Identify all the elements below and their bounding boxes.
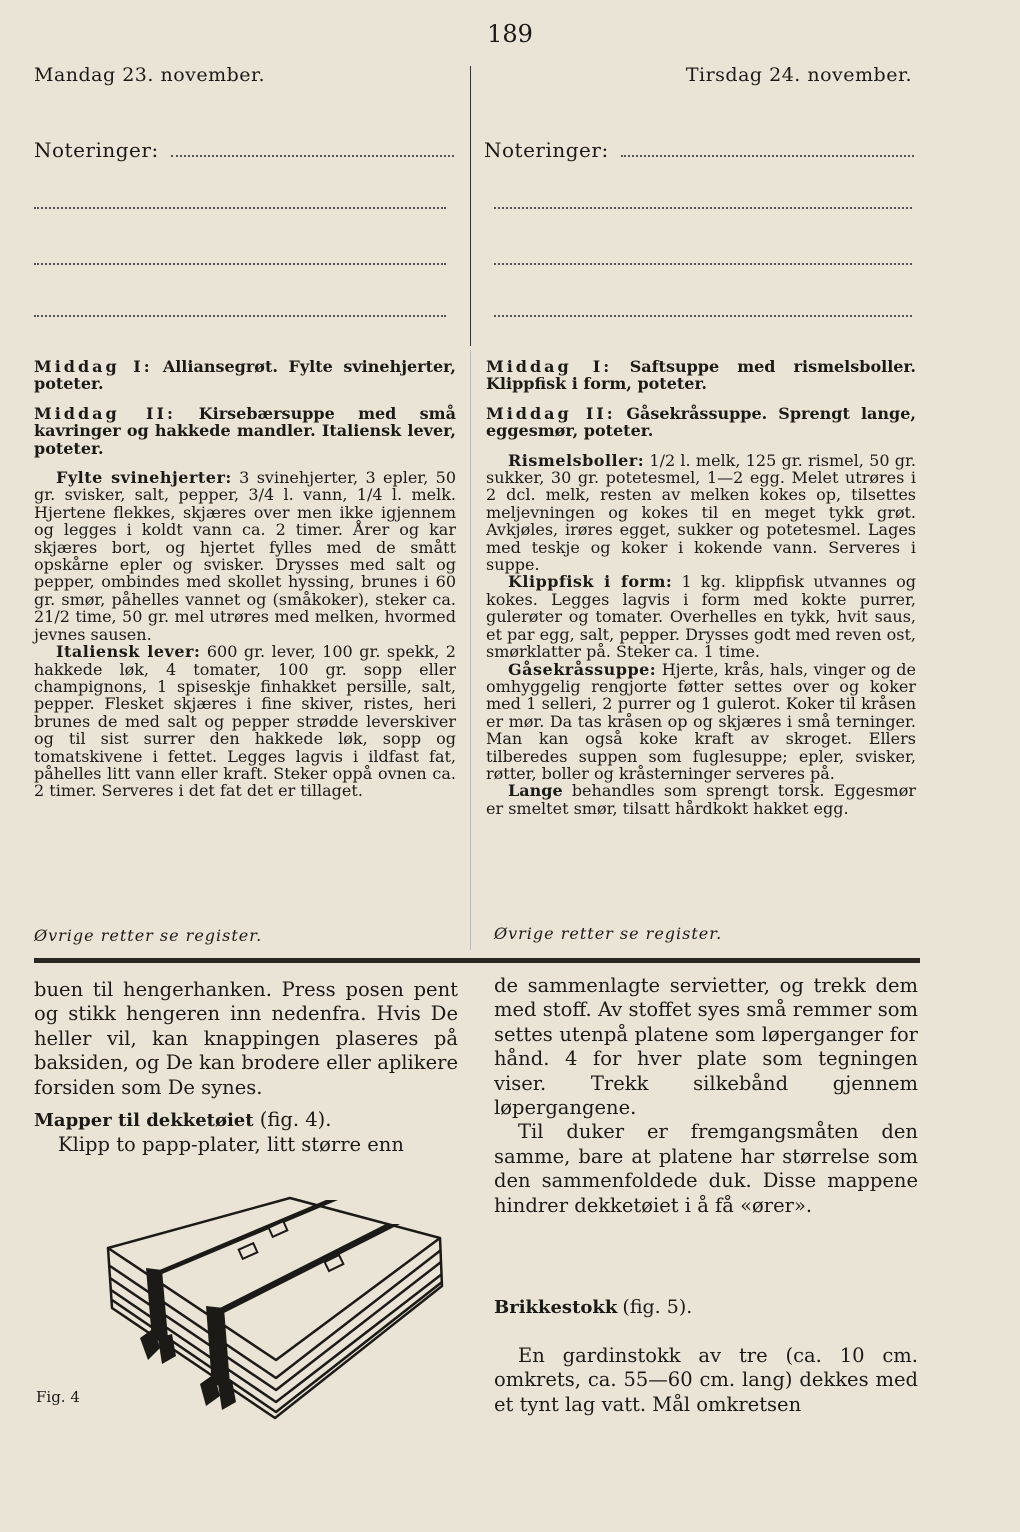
column-divider — [470, 66, 471, 346]
lower-right-text — [494, 974, 918, 1218]
figure-4-illustration — [90, 1188, 470, 1428]
left-recipe-1: Fylte svinehjerter: 3 svinehjerter, 3 epler, 50 gr. svisker, salt, pepper, 3/4 l. vann, 1/4 l. melk. Hjertene flekkes, skjæres over men ikke igjennem og legges i koldt vann ca. 2 timer. Årer og kar skjæres bort, og hjertet fylles med de smått opskårne epler og svisker. Drysses med salt og pepper, ombindes med skollet hyssing, brunes i 60 gr. smør, påhelles vannet og (småkoker), steker ca. 21/2 time, 50 gr. mel utrøres med melken, hvormed jevnes sausen. — [34, 468, 457, 644]
notes-line[interactable] — [494, 262, 912, 265]
left-middag-2: Middag II: Kirsebærsuppe med små kavringer og hakkede mandler. Italiensk lever, poteter. — [34, 403, 456, 458]
lower-right-para-2: Til duker er fremgangsmåten den samme, bare at platene har størrelse som den sammenfoldede duk. Disse mappene hindrer dekketøiet i å få «ører». — [494, 1120, 918, 1217]
brikkestokk-heading: Brikkestokk (fig. 5). — [494, 1296, 693, 1318]
notes-line[interactable] — [621, 154, 914, 157]
right-notes — [484, 138, 914, 162]
left-middag-1: Middag I: Alliansegrøt. Fylte svinehjerter, poteter. — [34, 357, 456, 394]
notes-line[interactable] — [34, 314, 446, 317]
notes-line[interactable] — [171, 154, 454, 157]
right-middag-1: Middag I: Saftsuppe med rismelsboller. Klippfisk i form, poteter. — [486, 357, 916, 394]
right-recipe-2: Klippfisk i form: 1 kg. klippfisk utvannes og kokes. Legges lagvis i form med kokte purrer, gulerøter og tomater. Overhelles en tykk, hvit saus, et par egg, salt, pepper. Drysses godt med reven ost, smørklatter på. Steker ca. 1 time. — [486, 572, 917, 662]
lower-right-para-3: En gardinstokk av tre (ca. 10 cm. omkrets, ca. 55—60 cm. lang) dekkes med et tynt lag vatt. Mål omkretsen — [494, 1344, 918, 1416]
page-number: 189 — [487, 20, 533, 48]
left-register-note: Øvrige retter se register. — [34, 926, 263, 945]
left-notes — [34, 138, 454, 162]
notes-line[interactable] — [34, 206, 446, 209]
figure-4-label: Fig. 4 — [36, 1388, 80, 1406]
left-day-heading: Mandag 23. november. — [34, 64, 266, 86]
right-menu-column — [486, 358, 916, 817]
notes-line[interactable] — [34, 262, 446, 265]
lower-left-para-2: Klipp to papp-plater, litt større enn — [58, 1133, 404, 1157]
lower-left-para-1: buen til hengerhanken. Press posen pent og stikk hengeren inn nedenfra. Hvis De heller vil, kan knappingen plaseres på baksiden, og De kan brodere eller aplikere forsiden som De synes. — [34, 978, 458, 1099]
mapper-heading: Mapper til dekketøiet (fig. 4). — [34, 1108, 332, 1132]
lower-right-para-1: de sammenlagte servietter, og trekk dem med stoff. Av stoffet syes små remmer som settes utenpå platene som løperganger for hånd. 4 for hver plate som tegningen viser. Trekk silkebånd gjennem løpergangene. — [494, 974, 918, 1120]
right-day-heading: Tirsdag 24. november. — [685, 64, 912, 86]
right-middag-2: Middag II: Gåsekråssuppe. Sprengt lange, eggesmør, poteter. — [486, 403, 916, 441]
notes-line[interactable] — [494, 314, 912, 317]
notes-line[interactable] — [494, 206, 912, 209]
section-divider — [34, 958, 920, 963]
left-menu-column — [34, 358, 456, 800]
column-divider-lower — [470, 350, 471, 950]
left-notes-label: Noteringer: — [34, 138, 159, 162]
right-recipe-1: Rismelsboller: 1/2 l. melk, 125 gr. rismel, 50 gr. sukker, 30 gr. potetesmel, 1—2 egg. Melet utrøres i 2 dcl. melk, resten av melken kokes op, tilsettes meljevningen og kokes til en meget tykk grøt. Avkjøles, irøres egget, sukker og potetesmel. Lages med teskje og koker i kokende vann. Serveres i suppe. — [486, 450, 916, 575]
right-notes-label: Noteringer: — [484, 138, 609, 162]
left-recipe-2: Italiensk lever: 600 gr. lever, 100 gr. spekk, 2 hakkede løk, 4 tomater, 100 gr. sopp eller champignons, 1 spiseskje finhakket persille, salt, pepper. Flesket skjæres i fine skiver, ristes, heri brunes de med salt og pepper strødde leverskiver og til sist surrer den hakkede løk, sopp og tomatskivene i fettet. Legges lagvis i ildfast fat, påhelles litt vann eller kraft. Steker oppå ovnen ca. 2 timer. Serveres i det fat det er tillaget. — [34, 642, 456, 801]
lower-left-text — [34, 978, 458, 1158]
right-recipe-4: Lange behandles som sprengt torsk. Eggesmør er smeltet smør, tilsatt hårdkokt hakket egg. — [486, 781, 916, 818]
right-recipe-3: Gåsekråssuppe: Hjerte, krås, hals, vinger og de omhyggelig rengjorte føtter settes over og koker med 1 selleri, 2 purrer og 1 gulerot. Koker til kråsen er mør. Da tas kråsen op og skjæres i små terninger. Man kan også koke kraft av skroget. Ellers tilberedes suppen som fuglesuppe; epler, svisker, røtter, boller og kråsterninger serveres på. — [486, 659, 916, 783]
right-register-note: Øvrige retter se register. — [494, 924, 723, 943]
